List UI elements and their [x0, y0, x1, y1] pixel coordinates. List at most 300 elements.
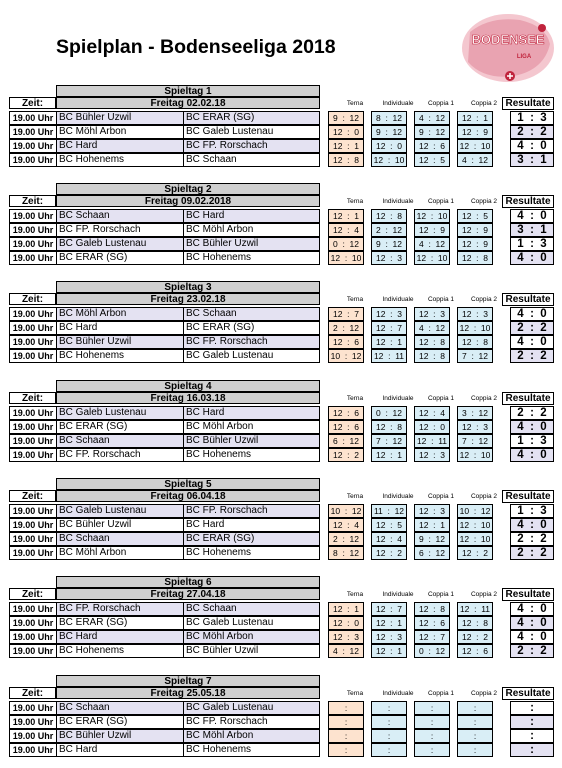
individuale-score: 2 : 12 — [371, 223, 407, 237]
coppia2-score: 12 : 10 — [457, 518, 493, 532]
coppia1-score: 12 : 1 — [414, 518, 450, 532]
home-team: BC Hohenems — [56, 349, 184, 363]
zeit-header: Zeit: — [9, 588, 56, 600]
coppia1-score: 9 : 12 — [414, 125, 450, 139]
coppia1-header: Coppia 1 — [427, 395, 455, 402]
coppia2-score: 12 : 10 — [457, 448, 493, 462]
coppia2-score: 12 : 1 — [457, 111, 493, 125]
individuale-score: 12 : 2 — [371, 546, 407, 560]
individuale-score: : — [371, 743, 407, 757]
game-row — [9, 715, 320, 729]
terna-score: 10 : 12 — [328, 349, 364, 363]
terna-score: 12 : 1 — [328, 602, 364, 616]
away-team: BC FP. Rorschach — [183, 715, 320, 729]
home-team: BC ERAR (SG) — [56, 420, 184, 434]
game-time: 19.00 Uhr — [9, 349, 57, 363]
individuale-header: Individuale — [382, 198, 414, 205]
individuale-header: Individuale — [382, 493, 414, 500]
home-team: BC Hard — [56, 321, 184, 335]
home-team: BC ERAR (SG) — [56, 616, 184, 630]
home-team: BC Schaan — [56, 532, 184, 546]
terna-score: 12 : 0 — [328, 616, 364, 630]
individuale-header: Individuale — [382, 395, 414, 402]
game-time: 19.00 Uhr — [9, 715, 57, 729]
game-time: 19.00 Uhr — [9, 616, 57, 630]
coppia1-score: 12 : 8 — [414, 349, 450, 363]
coppia2-score: 12 : 3 — [457, 307, 493, 321]
page-title: Spielplan - Bodenseeliga 2018 — [56, 36, 336, 58]
spieltag-section — [9, 478, 554, 560]
terna-score: 12 : 10 — [328, 251, 364, 265]
coppia2-score: 10 : 12 — [457, 504, 493, 518]
individuale-score: 8 : 12 — [371, 111, 407, 125]
game-time: 19.00 Uhr — [9, 546, 57, 560]
individuale-score: 12 : 1 — [371, 335, 407, 349]
coppia1-score: 12 : 7 — [414, 630, 450, 644]
spieltag-title: Spieltag 5 — [56, 478, 320, 490]
terna-score: 10 : 12 — [328, 504, 364, 518]
terna-score: 12 : 2 — [328, 448, 364, 462]
away-team: BC Schaan — [183, 153, 320, 167]
coppia1-score: : — [414, 729, 450, 743]
coppia2-score: 12 : 6 — [457, 644, 493, 658]
coppia2-score: : — [457, 729, 493, 743]
game-row — [9, 237, 320, 251]
home-team: BC Hard — [56, 139, 184, 153]
game-row — [9, 307, 320, 321]
away-team: BC Schaan — [183, 307, 320, 321]
spieltag-section — [9, 281, 554, 363]
individuale-score: 11 : 12 — [371, 504, 407, 518]
resultate-header: Resultate — [502, 97, 554, 110]
game-row — [9, 321, 320, 335]
individuale-header: Individuale — [382, 296, 414, 303]
coppia1-score: 12 : 8 — [414, 335, 450, 349]
terna-header: Terna — [346, 100, 364, 107]
coppia2-score: : — [457, 701, 493, 715]
home-team: BC Galeb Lustenau — [56, 237, 184, 251]
terna-score: : — [328, 701, 364, 715]
coppia2-header: Coppia 2 — [470, 690, 498, 697]
spieltag-title: Spieltag 3 — [56, 281, 320, 293]
coppia2-score: 12 : 9 — [457, 125, 493, 139]
coppia1-score: 4 : 12 — [414, 237, 450, 251]
terna-header: Terna — [346, 296, 364, 303]
coppia1-score: 12 : 6 — [414, 139, 450, 153]
game-row — [9, 153, 320, 167]
resultate-header: Resultate — [502, 392, 554, 405]
terna-score: 6 : 12 — [328, 434, 364, 448]
away-team: BC Möhl Arbon — [183, 630, 320, 644]
game-time: 19.00 Uhr — [9, 743, 57, 757]
individuale-score: 12 : 4 — [371, 532, 407, 546]
coppia1-header: Coppia 1 — [427, 296, 455, 303]
terna-score: : — [328, 743, 364, 757]
away-team: BC Schaan — [183, 602, 320, 616]
away-team: BC ERAR (SG) — [183, 321, 320, 335]
spieltag-title: Spieltag 7 — [56, 675, 320, 687]
away-team: BC Galeb Lustenau — [183, 349, 320, 363]
coppia2-score: 12 : 5 — [457, 209, 493, 223]
game-row — [9, 701, 320, 715]
game-time: 19.00 Uhr — [9, 223, 57, 237]
game-row — [9, 420, 320, 434]
coppia1-score: 12 : 10 — [414, 209, 450, 223]
coppia2-score: 12 : 2 — [457, 546, 493, 560]
game-time: 19.00 Uhr — [9, 139, 57, 153]
game-result: 4 : 0 — [510, 251, 554, 265]
logo-text: BODENSEE — [471, 32, 545, 47]
coppia1-score: : — [414, 701, 450, 715]
coppia2-header: Coppia 2 — [470, 296, 498, 303]
coppia1-header: Coppia 1 — [427, 591, 455, 598]
bodenseeliga-logo — [450, 10, 560, 88]
coppia1-score: 12 : 10 — [414, 251, 450, 265]
game-time: 19.00 Uhr — [9, 153, 57, 167]
game-time: 19.00 Uhr — [9, 209, 57, 223]
terna-score: 9 : 12 — [328, 111, 364, 125]
game-row — [9, 616, 320, 630]
coppia2-score: 12 : 10 — [457, 321, 493, 335]
game-row — [9, 448, 320, 462]
terna-header: Terna — [346, 493, 364, 500]
game-time: 19.00 Uhr — [9, 307, 57, 321]
terna-score: 12 : 1 — [328, 209, 364, 223]
resultate-header: Resultate — [502, 687, 554, 700]
coppia1-score: : — [414, 743, 450, 757]
coppia2-score: 7 : 12 — [457, 434, 493, 448]
game-result: 4 : 0 — [510, 518, 554, 532]
home-team: BC Bühler Uzwil — [56, 729, 184, 743]
game-time: 19.00 Uhr — [9, 251, 57, 265]
game-row — [9, 743, 320, 757]
game-row — [9, 644, 320, 658]
zeit-header: Zeit: — [9, 687, 56, 699]
spieltag-section — [9, 576, 554, 658]
game-result: 4 : 0 — [510, 420, 554, 434]
spieltag-title: Spieltag 6 — [56, 576, 320, 588]
terna-score: 12 : 1 — [328, 139, 364, 153]
game-time: 19.00 Uhr — [9, 237, 57, 251]
game-result: 4 : 0 — [510, 307, 554, 321]
game-result: 2 : 2 — [510, 644, 554, 658]
game-row — [9, 139, 320, 153]
away-team: BC Bühler Uzwil — [183, 644, 320, 658]
home-team: BC Bühler Uzwil — [56, 335, 184, 349]
coppia1-score: 12 : 8 — [414, 602, 450, 616]
coppia2-score: 12 : 2 — [457, 630, 493, 644]
coppia2-score: 12 : 10 — [457, 532, 493, 546]
coppia2-score: : — [457, 743, 493, 757]
terna-score: 4 : 12 — [328, 644, 364, 658]
coppia2-score: 12 : 8 — [457, 335, 493, 349]
individuale-score: : — [371, 715, 407, 729]
coppia2-header: Coppia 2 — [470, 100, 498, 107]
home-team: BC Hard — [56, 743, 184, 757]
coppia2-score: 12 : 10 — [457, 139, 493, 153]
game-time: 19.00 Uhr — [9, 321, 57, 335]
away-team: BC Hard — [183, 518, 320, 532]
individuale-score: 12 : 11 — [371, 349, 407, 363]
coppia2-score: 12 : 9 — [457, 237, 493, 251]
coppia2-score: 7 : 12 — [457, 349, 493, 363]
away-team: BC Hohenems — [183, 743, 320, 757]
game-result: 4 : 0 — [510, 139, 554, 153]
game-time: 19.00 Uhr — [9, 532, 57, 546]
home-team: BC Hohenems — [56, 153, 184, 167]
coppia2-header: Coppia 2 — [470, 493, 498, 500]
coppia2-score: 12 : 3 — [457, 420, 493, 434]
game-time: 19.00 Uhr — [9, 701, 57, 715]
game-result: : — [510, 743, 554, 757]
game-result: 1 : 3 — [510, 237, 554, 251]
spieltag-date: Freitag 06.04.18 — [56, 490, 320, 502]
coppia1-score: 12 : 3 — [414, 448, 450, 462]
coppia1-score: 6 : 12 — [414, 546, 450, 560]
individuale-score: : — [371, 701, 407, 715]
away-team: BC Hard — [183, 209, 320, 223]
game-result: 4 : 0 — [510, 602, 554, 616]
terna-score: 0 : 12 — [328, 237, 364, 251]
game-result: 4 : 0 — [510, 448, 554, 462]
spieltag-date: Freitag 02.02.18 — [56, 97, 320, 109]
terna-score: : — [328, 729, 364, 743]
game-row — [9, 125, 320, 139]
coppia2-score: 12 : 8 — [457, 251, 493, 265]
terna-header: Terna — [346, 198, 364, 205]
terna-score: 2 : 12 — [328, 532, 364, 546]
resultate-header: Resultate — [502, 588, 554, 601]
game-result: 4 : 0 — [510, 616, 554, 630]
game-result: 2 : 2 — [510, 532, 554, 546]
coppia1-header: Coppia 1 — [427, 690, 455, 697]
game-result: 4 : 0 — [510, 630, 554, 644]
game-row — [9, 434, 320, 448]
game-time: 19.00 Uhr — [9, 420, 57, 434]
game-row — [9, 532, 320, 546]
spieltag-date: Freitag 27.04.18 — [56, 588, 320, 600]
coppia2-score: 3 : 12 — [457, 406, 493, 420]
individuale-score: : — [371, 729, 407, 743]
home-team: BC FP. Rorschach — [56, 448, 184, 462]
game-time: 19.00 Uhr — [9, 729, 57, 743]
terna-score: 12 : 8 — [328, 153, 364, 167]
coppia2-header: Coppia 2 — [470, 591, 498, 598]
home-team: BC Bühler Uzwil — [56, 111, 184, 125]
game-result: 2 : 2 — [510, 125, 554, 139]
coppia2-score: 4 : 12 — [457, 153, 493, 167]
game-result: 2 : 2 — [510, 546, 554, 560]
coppia1-header: Coppia 1 — [427, 100, 455, 107]
individuale-score: 9 : 12 — [371, 125, 407, 139]
individuale-score: 12 : 3 — [371, 307, 407, 321]
game-row — [9, 518, 320, 532]
zeit-header: Zeit: — [9, 490, 56, 502]
game-result: 2 : 2 — [510, 406, 554, 420]
home-team: BC Hard — [56, 630, 184, 644]
coppia1-score: : — [414, 715, 450, 729]
game-row — [9, 406, 320, 420]
coppia2-score: 12 : 9 — [457, 223, 493, 237]
game-row — [9, 335, 320, 349]
game-result: 2 : 2 — [510, 349, 554, 363]
spieltag-date: Freitag 23.02.18 — [56, 293, 320, 305]
away-team: BC FP. Rorschach — [183, 504, 320, 518]
game-time: 19.00 Uhr — [9, 111, 57, 125]
individuale-score: 12 : 8 — [371, 420, 407, 434]
game-time: 19.00 Uhr — [9, 434, 57, 448]
game-row — [9, 251, 320, 265]
home-team: BC Schaan — [56, 701, 184, 715]
coppia2-score: 12 : 11 — [457, 602, 493, 616]
terna-header: Terna — [346, 395, 364, 402]
game-time: 19.00 Uhr — [9, 335, 57, 349]
coppia2-score: : — [457, 715, 493, 729]
game-row — [9, 223, 320, 237]
home-team: BC Schaan — [56, 434, 184, 448]
individuale-score: 12 : 0 — [371, 139, 407, 153]
individuale-score: 12 : 1 — [371, 616, 407, 630]
coppia1-header: Coppia 1 — [427, 198, 455, 205]
individuale-score: 12 : 1 — [371, 644, 407, 658]
away-team: BC Galeb Lustenau — [183, 125, 320, 139]
home-team: BC ERAR (SG) — [56, 715, 184, 729]
individuale-score: 7 : 12 — [371, 434, 407, 448]
game-result: : — [510, 701, 554, 715]
away-team: BC FP. Rorschach — [183, 139, 320, 153]
home-team: BC Bühler Uzwil — [56, 518, 184, 532]
home-team: BC Galeb Lustenau — [56, 406, 184, 420]
game-result: 2 : 2 — [510, 321, 554, 335]
spieltag-section — [9, 380, 554, 462]
terna-score: 12 : 6 — [328, 420, 364, 434]
game-row — [9, 729, 320, 743]
coppia1-score: 9 : 12 — [414, 532, 450, 546]
spieltag-section — [9, 85, 554, 167]
away-team: BC FP. Rorschach — [183, 335, 320, 349]
spieltag-title: Spieltag 4 — [56, 380, 320, 392]
zeit-header: Zeit: — [9, 293, 56, 305]
coppia1-header: Coppia 1 — [427, 493, 455, 500]
individuale-score: 12 : 3 — [371, 251, 407, 265]
game-time: 19.00 Uhr — [9, 448, 57, 462]
away-team: BC Möhl Arbon — [183, 729, 320, 743]
game-row — [9, 602, 320, 616]
away-team: BC ERAR (SG) — [183, 111, 320, 125]
terna-header: Terna — [346, 591, 364, 598]
home-team: BC FP. Rorschach — [56, 602, 184, 616]
home-team: BC Galeb Lustenau — [56, 504, 184, 518]
coppia1-score: 12 : 3 — [414, 307, 450, 321]
individuale-score: 9 : 12 — [371, 237, 407, 251]
game-row — [9, 504, 320, 518]
terna-score: 12 : 6 — [328, 335, 364, 349]
away-team: BC Galeb Lustenau — [183, 701, 320, 715]
terna-header: Terna — [346, 690, 364, 697]
game-result: 1 : 3 — [510, 111, 554, 125]
home-team: BC Möhl Arbon — [56, 546, 184, 560]
coppia1-score: 12 : 0 — [414, 420, 450, 434]
coppia2-score: 12 : 8 — [457, 616, 493, 630]
game-result: : — [510, 715, 554, 729]
terna-score: 2 : 12 — [328, 321, 364, 335]
coppia1-score: 12 : 6 — [414, 616, 450, 630]
coppia1-score: 12 : 3 — [414, 504, 450, 518]
game-row — [9, 546, 320, 560]
away-team: BC Bühler Uzwil — [183, 237, 320, 251]
coppia1-score: 4 : 12 — [414, 111, 450, 125]
game-time: 19.00 Uhr — [9, 518, 57, 532]
away-team: BC Hohenems — [183, 251, 320, 265]
terna-score: 12 : 6 — [328, 406, 364, 420]
game-row — [9, 630, 320, 644]
spieltag-section — [9, 675, 554, 757]
terna-score: 12 : 0 — [328, 125, 364, 139]
away-team: BC Hard — [183, 406, 320, 420]
terna-score: 12 : 7 — [328, 307, 364, 321]
game-row — [9, 111, 320, 125]
game-time: 19.00 Uhr — [9, 504, 57, 518]
individuale-header: Individuale — [382, 100, 414, 107]
terna-score: 12 : 4 — [328, 518, 364, 532]
individuale-score: 12 : 1 — [371, 448, 407, 462]
resultate-header: Resultate — [502, 293, 554, 306]
home-team: BC Möhl Arbon — [56, 125, 184, 139]
game-result: 1 : 3 — [510, 434, 554, 448]
individuale-score: 12 : 3 — [371, 630, 407, 644]
game-result: 4 : 0 — [510, 335, 554, 349]
away-team: BC ERAR (SG) — [183, 532, 320, 546]
spieltag-date: Freitag 16.03.18 — [56, 392, 320, 404]
coppia2-header: Coppia 2 — [470, 198, 498, 205]
away-team: BC Galeb Lustenau — [183, 616, 320, 630]
individuale-header: Individuale — [382, 690, 414, 697]
game-result: 3 : 1 — [510, 153, 554, 167]
away-team: BC Hohenems — [183, 546, 320, 560]
away-team: BC Hohenems — [183, 448, 320, 462]
terna-score: : — [328, 715, 364, 729]
spieltag-title: Spieltag 1 — [56, 85, 320, 97]
individuale-score: 12 : 7 — [371, 602, 407, 616]
game-result: 1 : 3 — [510, 504, 554, 518]
spieltag-title: Spieltag 2 — [56, 183, 320, 195]
individuale-score: 12 : 5 — [371, 518, 407, 532]
game-time: 19.00 Uhr — [9, 644, 57, 658]
home-team: BC Möhl Arbon — [56, 307, 184, 321]
game-result: : — [510, 729, 554, 743]
game-row — [9, 209, 320, 223]
individuale-score: 12 : 8 — [371, 209, 407, 223]
individuale-score: 12 : 10 — [371, 153, 407, 167]
coppia1-score: 0 : 12 — [414, 644, 450, 658]
zeit-header: Zeit: — [9, 195, 56, 207]
spieltag-date: Freitag 09.02.2018 — [56, 195, 320, 207]
away-team: BC Möhl Arbon — [183, 420, 320, 434]
spieltag-section — [9, 183, 554, 265]
resultate-header: Resultate — [502, 195, 554, 208]
home-team: BC FP. Rorschach — [56, 223, 184, 237]
zeit-header: Zeit: — [9, 392, 56, 404]
coppia1-score: 12 : 11 — [414, 434, 450, 448]
home-team: BC Schaan — [56, 209, 184, 223]
game-time: 19.00 Uhr — [9, 602, 57, 616]
spieltag-date: Freitag 25.05.18 — [56, 687, 320, 699]
home-team: BC ERAR (SG) — [56, 251, 184, 265]
game-time: 19.00 Uhr — [9, 125, 57, 139]
game-result: 3 : 1 — [510, 223, 554, 237]
away-team: BC Möhl Arbon — [183, 223, 320, 237]
game-time: 19.00 Uhr — [9, 406, 57, 420]
